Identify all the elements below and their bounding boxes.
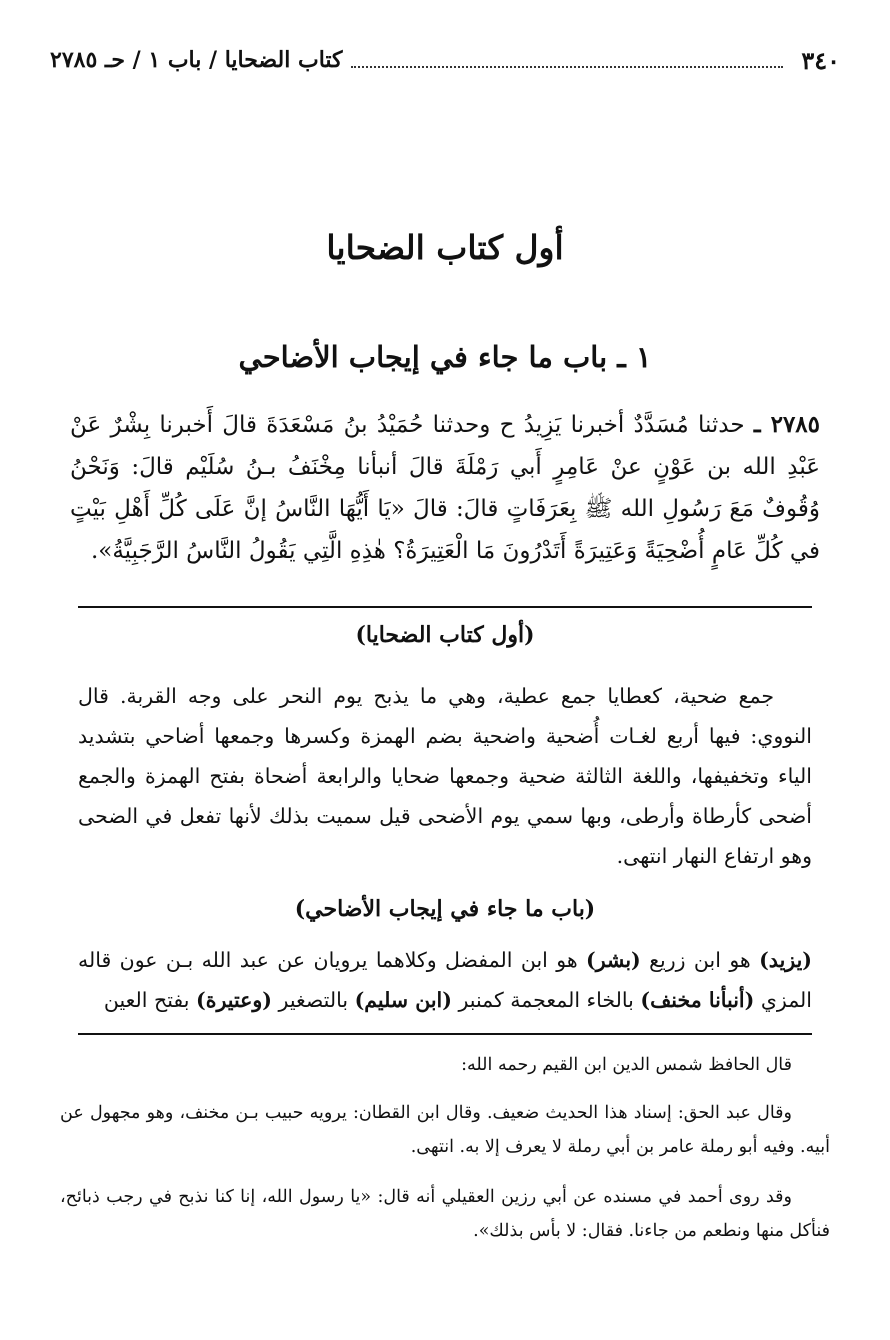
gloss-text: بالخاء المعجمة كمنبر [451, 988, 641, 1012]
gloss-text: هو ابن زريع [640, 948, 760, 972]
chapter-word: باب [562, 340, 608, 374]
gloss-text: بالتصغير [272, 988, 355, 1012]
running-header [50, 42, 840, 78]
hadith-body: حدثنا مُسَدَّدٌ أخبرنا يَزِيدُ ح وحدثنا حُمَيْدُ بنُ مَسْعَدَةَ قالَ أَخبرنا بِشْرٌ عَنْ عَبْدِ الله بن عَوْنٍ عنْ عَامِرٍ أَبي رَمْلَةَ قالَ أنبأنا مِخْنَفُ بـنُ سُلَيْم قالَ: وَنَحْنُ وُقُوفٌ مَعَ رَسُولِ الله ﷺ بِعَرَفَاتٍ قالَ: قالَ «يَا أَيُّهَا النَّاسُ إنَّ عَلَى كُلِّ أَهْلِ بَيْتٍ في كُلِّ عَامٍ أُضْحِيَةً وَعَتِيرَةً أَتَدْرُونَ مَا الْعَتِيرَةُ؟ هٰذِهِ الَّتِي يَقُولُ النَّاسُ الرَّجَبِيَّةُ». [70, 412, 820, 564]
commentary-heading-book: (أول كتاب الضحايا) [355, 622, 535, 648]
gloss-term: (وعتيرة) [196, 988, 272, 1012]
footnote-intro: قال الحافظ شمس الدين ابن القيم رحمه الله: [461, 1055, 792, 1075]
gloss-text: هو ابن المفضل وكلاهما يرويان عن عبد الله بـن عون قاله المزي [78, 948, 812, 1012]
running-title: كتاب الضحايا / باب ١ / حـ ٢٧٨٥ [50, 47, 343, 73]
footnote-paragraph: وقال عبد الحق: إسناد هذا الحديث ضعيف. وقال ابن القطان: يرويه حبيب بـن مخنف، وهو مجهول عن أبيه. وفيه أبو رملة عامر بن أبي رملة لا يعرف إلا به. انتهى. [60, 1103, 830, 1157]
footnote-paragraph: وقد روى أحمد في مسنده عن أبي رزين العقيلي أنه قال: «يا رسول الله، إنا كنا نذبح في رجب ذبائح، فنأكل منها ونطعم من جاءنا. فقال: لا بأس بذلك». [60, 1187, 830, 1241]
gloss-text: بفتح العين [103, 988, 197, 1012]
header-dot-leader [351, 52, 784, 68]
gloss-term: (يزيد) [759, 948, 812, 972]
gloss-term: (ابن سليم) [354, 988, 452, 1012]
section-divider [78, 606, 812, 608]
footnote-divider [78, 1033, 812, 1035]
hadith-number: ٢٧٨٥ ـ [753, 411, 821, 438]
book-title: أول كتاب الضحايا [326, 228, 564, 267]
page-number: ٣٤٠ [801, 45, 840, 75]
commentary-paragraph-book: جمع ضحية، كعطايا جمع عطية، وهي ما يذبح يوم النحر على وجه القربة. قال النووي: فيها أربع لغـات أُضحية واضحية بضم الهمزة وكسرها وجمعها أضاحي بتشديد الياء وتخفيفها، واللغة الثالثة ضحية وجمعها ضحايا والرابعة أضحاة بفتح الهمزة والجمع أضحى كأرطاة وأرطى، وبها سمي يوم الأضحى قيل سميت بذلك لأنها تفعل في الضحى وهو ارتفاع النهار انتهى. [78, 684, 812, 868]
chapter-number: ١ ـ [617, 340, 652, 374]
hadith-text-block [70, 404, 820, 572]
chapter-heading [60, 340, 830, 374]
commentary-paragraph-chapter [78, 940, 812, 1020]
gloss-term: (بشر) [586, 948, 641, 972]
gloss-term: (أنبأنا مخنف) [640, 988, 755, 1012]
commentary-heading-chapter: (باب ما جاء في إيجاب الأضاحي) [294, 896, 596, 922]
chapter-title: ما جاء في إيجاب الأضاحي [238, 340, 553, 374]
